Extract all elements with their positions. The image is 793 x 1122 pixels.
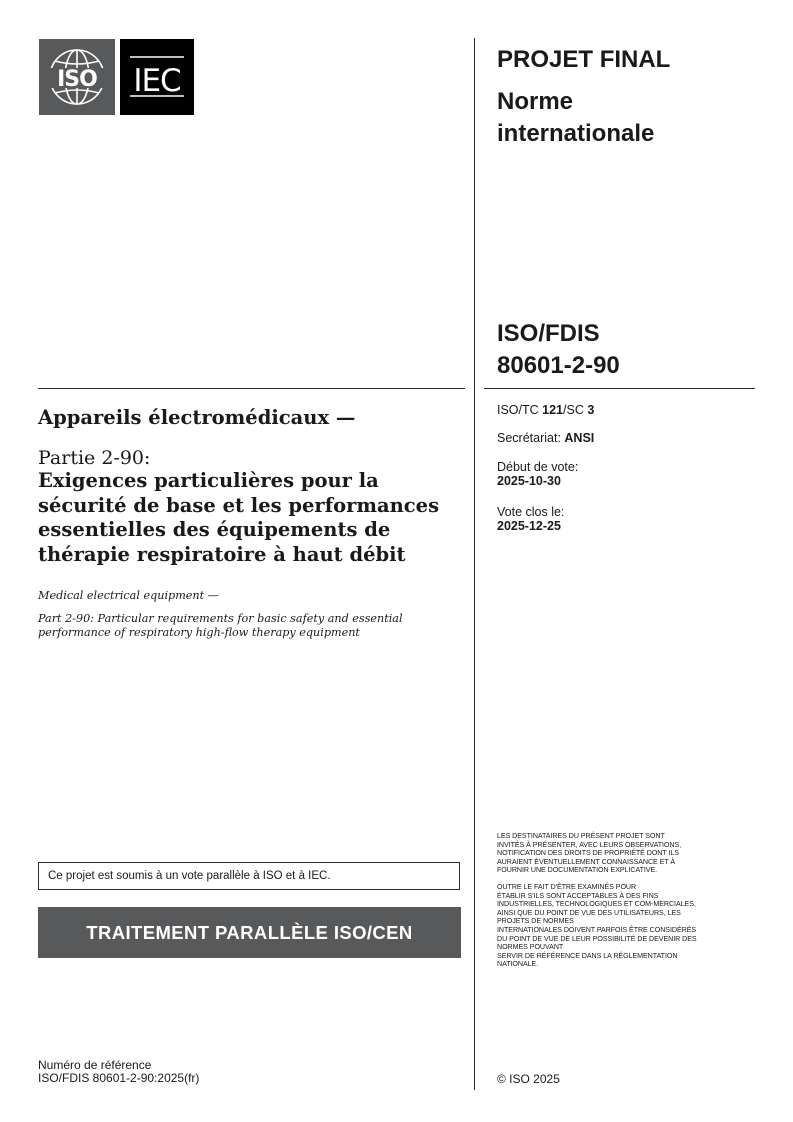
copyright: © ISO 2025 [497,1072,560,1086]
notice-line: AURAIENT ÉVENTUELLEMENT CONNAISSANCE ET À [497,857,676,866]
left-horizontal-rule [38,388,465,389]
technical-committee [497,403,594,417]
notice-line: DU POINT DE VUE DE LEUR POSSIBILITÉ DE DEVENIR DES [497,934,697,943]
iec-logo-text: IEC [133,63,181,99]
notice-line: PROJETS DE NORMES [497,917,574,926]
right-horizontal-rule [484,388,755,389]
english-title-part-line: Part 2-90: Particular requirements for basic safety and essential [38,612,403,625]
vertical-divider [474,38,475,1090]
vote-start-date: 2025-10-30 [497,474,561,488]
english-title-part-line: performance of respiratory high-flow therapy equipment [38,626,360,639]
notice-line: INTERNATIONALES DOIVENT PARFOIS ÊTRE CONSIDÉRÉS [497,925,697,934]
parallel-processing-banner: TRAITEMENT PARALLÈLE ISO/CEN [38,907,461,958]
notice-paragraph-2 [497,883,767,969]
title-main: Appareils électromédicaux — [38,406,356,429]
tc-prefix: ISO/TC [497,403,543,417]
title-subtitle-line: thérapie respiratoire à haut débit [38,542,406,566]
notice-line: LES DESTINATAIRES DU PRÉSENT PROJET SONT [497,832,665,840]
notice-line: NATIONALE. [497,960,539,969]
notice-line: NORMES POUVANT [497,943,564,952]
title-subtitle-line: essentielles des équipements de [38,518,391,541]
notice-line: ÉTABLIR S'ILS SONT ACCEPTABLES À DES FINS [497,891,659,900]
secretariat-label: Secrétariat: [497,431,565,445]
title-part: Partie 2-90: [38,447,151,469]
sc-prefix: /SC [563,403,588,417]
reference-number-value: ISO/FDIS 80601-2-90:2025(fr) [38,1071,200,1085]
document-id [497,318,757,382]
document-type-line1: Norme [497,88,574,115]
vote-end-date: 2025-12-25 [497,519,561,533]
secretariat-value: ANSI [564,431,595,445]
notice-line: SERVIR DE RÉFÉRENCE DANS LA RÉGLEMENTATION [497,951,678,960]
english-title-part [38,612,468,640]
iso-logo [39,39,115,115]
title-subtitle-line: sécurité de base et les performances [38,493,440,517]
vote-end-label: Vote clos le: [497,505,565,519]
document-type [497,86,757,150]
iec-logo [120,39,194,115]
document-id-line1: ISO/FDIS [497,320,600,347]
iso-logo-text: ISO [57,67,97,92]
parallel-vote-note [38,862,460,890]
reference-number-label: Numéro de référence [38,1058,152,1072]
vote-start [497,460,578,488]
title-subtitle-line: Exigences particulières pour la [38,469,379,492]
notice-paragraph-1 [497,832,767,875]
parallel-vote-text: Ce projet est soumis à un vote parallèle à ISO et à IEC. [48,870,331,882]
notice-line: INVITÉS À PRÉSENTER, AVEC LEURS OBSERVATIONS, [497,840,682,849]
title-subtitle [38,469,468,567]
notice-line: OUTRE LE FAIT D'ÊTRE EXAMINÉS POUR [497,883,637,891]
vote-end [497,505,564,533]
document-status: PROJET FINAL [497,46,671,73]
notice-line: FOURNIR UNE DOCUMENTATION EXPLICATIVE. [497,866,658,875]
secretariat [497,431,594,445]
sc-number: 3 [587,403,595,417]
notice-line: INDUSTRIELLES, TECHNOLOGIQUES ET COM-MERCIALES, [497,900,696,909]
english-title-main: Medical electrical equipment — [38,589,219,602]
document-type-line2: internationale [497,120,655,147]
document-id-line2: 80601-2-90 [497,352,620,379]
tc-number: 121 [542,403,564,417]
vote-start-label: Début de vote: [497,460,579,474]
notice-line: NOTIFICATION DES DROITS DE PROPRIÉTÉ DONT ILS [497,849,679,858]
notice-line: AINSI QUE DU POINT DE VUE DES UTILISATEURS, LES [497,908,681,917]
